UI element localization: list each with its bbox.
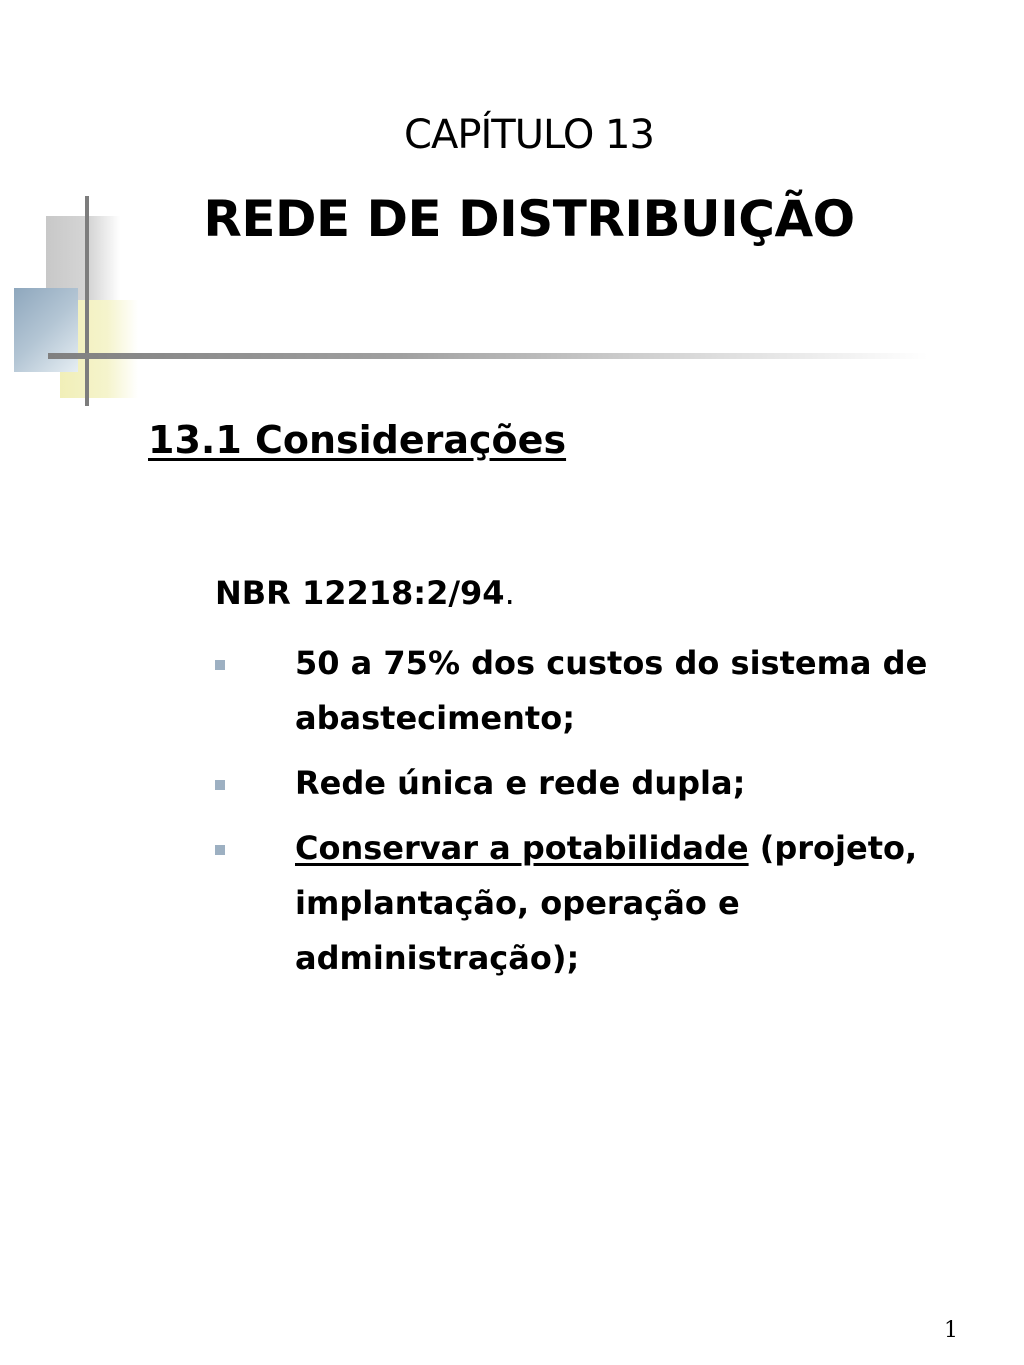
list-item [215, 756, 995, 811]
bullet-underlined-text: Conservar a potabilidade [295, 829, 749, 867]
decorative-blue-square [14, 288, 78, 372]
list-item [215, 636, 995, 746]
bullet-text: Rede única e rede dupla; [295, 764, 746, 802]
slide-title: REDE DE DISTRIBUIÇÃO [203, 190, 855, 248]
chapter-label: CAPÍTULO 13 [404, 112, 654, 158]
decorative-horizontal-line [48, 353, 928, 359]
bullet-text: 50 a 75% dos custos do sistema de abastecimento; [295, 644, 928, 737]
square-bullet-icon [215, 660, 225, 670]
square-bullet-icon [215, 780, 225, 790]
list-item [215, 821, 995, 986]
bullet-text: (projeto, implantação, operação e administração); [295, 829, 918, 977]
bullet-list [215, 636, 995, 996]
norm-code: NBR 12218:2/94 [215, 574, 505, 612]
norm-suffix: . [504, 574, 515, 612]
section-heading: 13.1 Considerações [148, 418, 567, 462]
square-bullet-icon [215, 845, 225, 855]
norm-reference [215, 574, 515, 612]
page-number: 1 [944, 1318, 958, 1343]
